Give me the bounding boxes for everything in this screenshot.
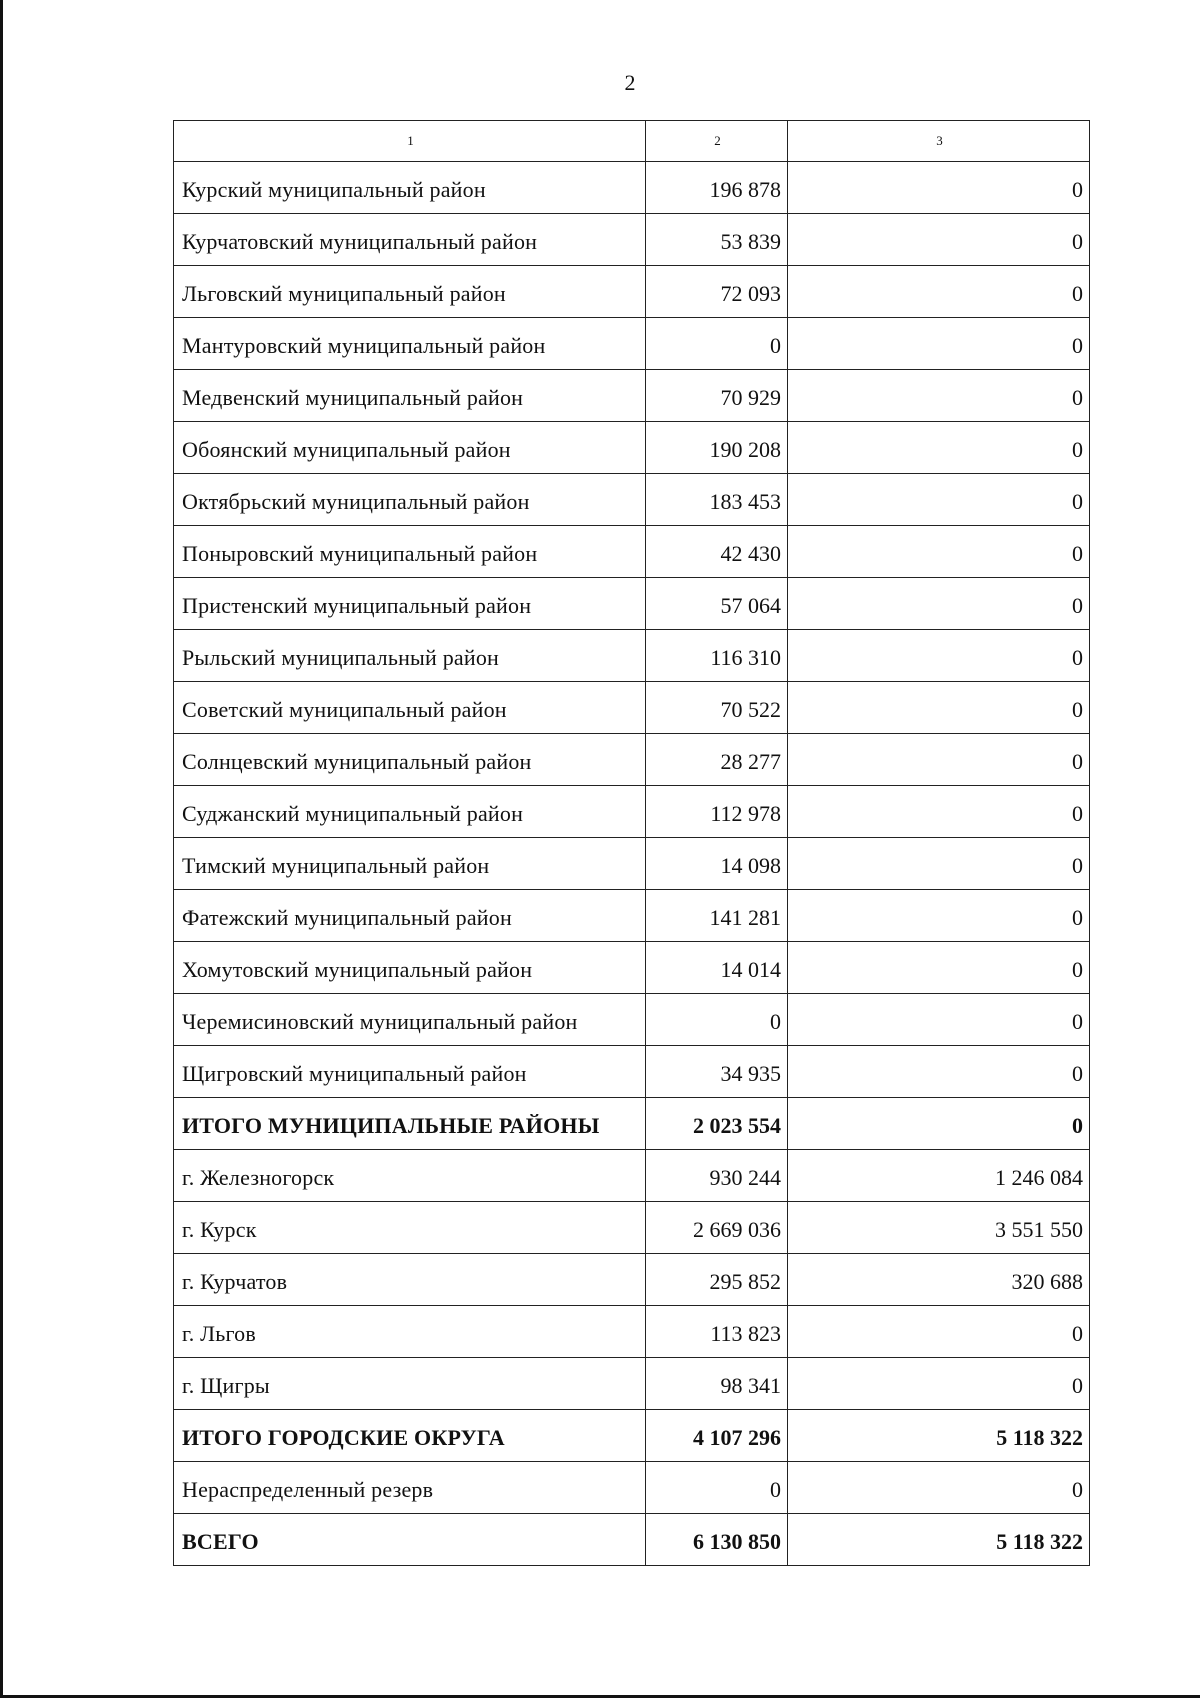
- row-value-col3-cell: 0: [788, 214, 1090, 266]
- table-row: [174, 786, 1090, 838]
- row-value-col2-cell: 141 281: [646, 890, 788, 942]
- table-row: [174, 422, 1090, 474]
- row-value-col3-cell: 0: [788, 838, 1090, 890]
- row-name-cell: Медвенский муниципальный район: [174, 370, 646, 422]
- row-value-col3-cell: 0: [788, 526, 1090, 578]
- row-value-col2-cell: 190 208: [646, 422, 788, 474]
- row-name-cell: г. Курчатов: [174, 1254, 646, 1306]
- row-value-col3-cell: 0: [788, 1098, 1090, 1150]
- row-value-col3-cell: 0: [788, 890, 1090, 942]
- row-value-col3-cell: 320 688: [788, 1254, 1090, 1306]
- row-value-col2-cell: 70 929: [646, 370, 788, 422]
- table-row: [174, 1306, 1090, 1358]
- row-value-col3-cell: 3 551 550: [788, 1202, 1090, 1254]
- row-value-col3-cell: 5 118 322: [788, 1514, 1090, 1566]
- row-value-col2-cell: 72 093: [646, 266, 788, 318]
- row-value-col2-cell: 113 823: [646, 1306, 788, 1358]
- row-value-col2-cell: 53 839: [646, 214, 788, 266]
- table-body: [174, 162, 1090, 1566]
- row-value-col3-cell: 0: [788, 578, 1090, 630]
- row-value-col3-cell: 0: [788, 474, 1090, 526]
- row-value-col3-cell: 0: [788, 994, 1090, 1046]
- scan-border-left: [0, 0, 3, 1698]
- row-value-col3-cell: 1 246 084: [788, 1150, 1090, 1202]
- row-name-cell: ИТОГО ГОРОДСКИЕ ОКРУГА: [174, 1410, 646, 1462]
- table-row: [174, 890, 1090, 942]
- table-row: [174, 682, 1090, 734]
- row-value-col3-cell: 0: [788, 266, 1090, 318]
- row-name-cell: Поныровский муниципальный район: [174, 526, 646, 578]
- row-name-cell: Курчатовский муниципальный район: [174, 214, 646, 266]
- row-value-col3-cell: 0: [788, 318, 1090, 370]
- row-name-cell: Солнцевский муниципальный район: [174, 734, 646, 786]
- table-row: [174, 578, 1090, 630]
- row-value-col2-cell: 196 878: [646, 162, 788, 214]
- row-value-col2-cell: 0: [646, 1462, 788, 1514]
- row-name-cell: Советский муниципальный район: [174, 682, 646, 734]
- table-row: [174, 526, 1090, 578]
- table-row: [174, 474, 1090, 526]
- row-name-cell: г. Льгов: [174, 1306, 646, 1358]
- column-header-1: 1: [174, 121, 646, 162]
- table-row: [174, 370, 1090, 422]
- table-header-row: [174, 121, 1090, 162]
- table-row: [174, 994, 1090, 1046]
- row-value-col3-cell: 0: [788, 682, 1090, 734]
- row-value-col3-cell: 5 118 322: [788, 1410, 1090, 1462]
- row-name-cell: ИТОГО МУНИЦИПАЛЬНЫЕ РАЙОНЫ: [174, 1098, 646, 1150]
- row-value-col3-cell: 0: [788, 734, 1090, 786]
- row-value-col3-cell: 0: [788, 1306, 1090, 1358]
- row-value-col2-cell: 112 978: [646, 786, 788, 838]
- table-row: [174, 1046, 1090, 1098]
- row-value-col2-cell: 14 098: [646, 838, 788, 890]
- row-name-cell: Курский муниципальный район: [174, 162, 646, 214]
- row-value-col3-cell: 0: [788, 1462, 1090, 1514]
- row-name-cell: ВСЕГО: [174, 1514, 646, 1566]
- row-name-cell: Тимский муниципальный район: [174, 838, 646, 890]
- table-row: [174, 942, 1090, 994]
- row-value-col2-cell: 116 310: [646, 630, 788, 682]
- table-row: [174, 162, 1090, 214]
- row-name-cell: Обоянский муниципальный район: [174, 422, 646, 474]
- row-value-col2-cell: 0: [646, 994, 788, 1046]
- row-name-cell: Фатежский муниципальный район: [174, 890, 646, 942]
- table-row: [174, 630, 1090, 682]
- row-value-col3-cell: 0: [788, 370, 1090, 422]
- table-row: [174, 1150, 1090, 1202]
- column-header-2: 2: [646, 121, 788, 162]
- row-name-cell: Льговский муниципальный район: [174, 266, 646, 318]
- row-name-cell: г. Железногорск: [174, 1150, 646, 1202]
- row-value-col3-cell: 0: [788, 422, 1090, 474]
- row-name-cell: Черемисиновский муниципальный район: [174, 994, 646, 1046]
- row-value-col2-cell: 98 341: [646, 1358, 788, 1410]
- row-value-col2-cell: 2 669 036: [646, 1202, 788, 1254]
- row-value-col3-cell: 0: [788, 942, 1090, 994]
- row-name-cell: Щигровский муниципальный район: [174, 1046, 646, 1098]
- allocation-table: [173, 120, 1090, 1566]
- row-value-col2-cell: 57 064: [646, 578, 788, 630]
- row-value-col2-cell: 70 522: [646, 682, 788, 734]
- table-row: [174, 838, 1090, 890]
- row-value-col2-cell: 28 277: [646, 734, 788, 786]
- page-number: 2: [624, 70, 636, 95]
- row-value-col2-cell: 183 453: [646, 474, 788, 526]
- row-name-cell: Октябрьский муниципальный район: [174, 474, 646, 526]
- row-value-col3-cell: 0: [788, 162, 1090, 214]
- row-name-cell: Суджанский муниципальный район: [174, 786, 646, 838]
- row-value-col2-cell: 930 244: [646, 1150, 788, 1202]
- row-value-col2-cell: 14 014: [646, 942, 788, 994]
- column-header-3: 3: [788, 121, 1090, 162]
- table-row: [174, 1254, 1090, 1306]
- row-value-col3-cell: 0: [788, 1046, 1090, 1098]
- table-row: [174, 266, 1090, 318]
- row-name-cell: Пристенский муниципальный район: [174, 578, 646, 630]
- row-value-col2-cell: 6 130 850: [646, 1514, 788, 1566]
- table-row: [174, 1462, 1090, 1514]
- table-total-row: [174, 1514, 1090, 1566]
- table-row: [174, 1358, 1090, 1410]
- row-value-col2-cell: 4 107 296: [646, 1410, 788, 1462]
- table-total-row: [174, 1098, 1090, 1150]
- row-value-col2-cell: 34 935: [646, 1046, 788, 1098]
- row-value-col2-cell: 0: [646, 318, 788, 370]
- table-row: [174, 318, 1090, 370]
- table-row: [174, 214, 1090, 266]
- row-name-cell: г. Курск: [174, 1202, 646, 1254]
- row-value-col2-cell: 2 023 554: [646, 1098, 788, 1150]
- row-name-cell: Нераспределенный резерв: [174, 1462, 646, 1514]
- row-name-cell: Хомутовский муниципальный район: [174, 942, 646, 994]
- row-value-col2-cell: 42 430: [646, 526, 788, 578]
- row-value-col3-cell: 0: [788, 786, 1090, 838]
- row-name-cell: Рыльский муниципальный район: [174, 630, 646, 682]
- row-name-cell: Мантуровский муниципальный район: [174, 318, 646, 370]
- row-value-col2-cell: 295 852: [646, 1254, 788, 1306]
- row-name-cell: г. Щигры: [174, 1358, 646, 1410]
- table-row: [174, 734, 1090, 786]
- row-value-col3-cell: 0: [788, 1358, 1090, 1410]
- row-value-col3-cell: 0: [788, 630, 1090, 682]
- table-total-row: [174, 1410, 1090, 1462]
- table-row: [174, 1202, 1090, 1254]
